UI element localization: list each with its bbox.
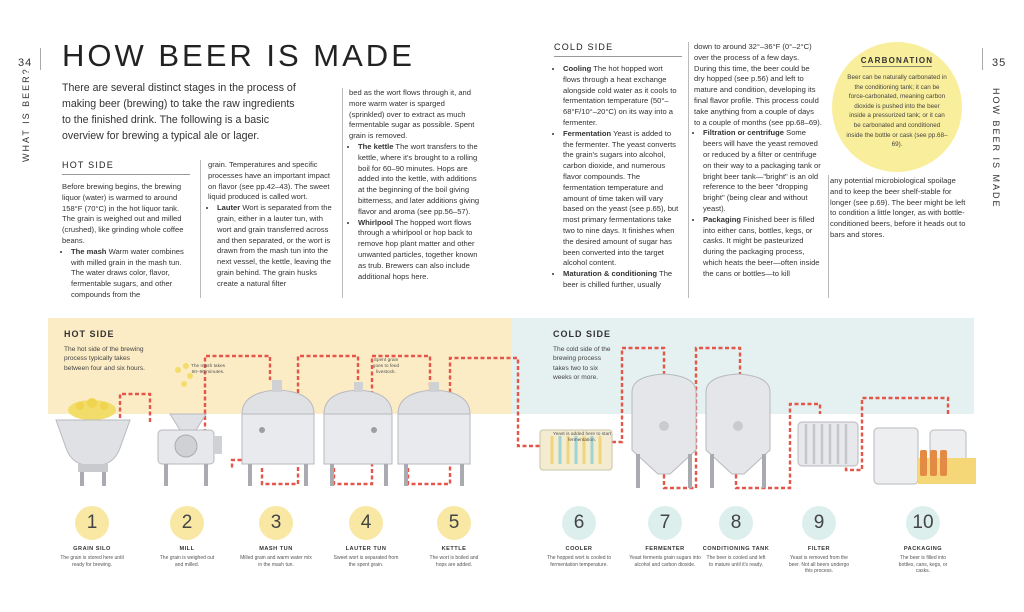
step-desc-3: Milled grain and warm water mix in the mash tun. — [240, 555, 312, 568]
page-number-right: 35 — [992, 57, 1007, 69]
step-name-1: GRAIN SILO — [73, 546, 111, 552]
step-name-6: COOLER — [565, 546, 593, 552]
hot-side-intro: Before brewing begins, the brewing liquor (water) is warmed to around 158°F (70°C) in the hot liquor tank. The grain is weighed out and milled (crushed), like grinding whole coffee beans. — [62, 182, 184, 245]
step-desc-6: The hopped wort is cooled to fermentation temperature. — [546, 555, 612, 568]
whirlpool-text: The hopped wort flows through a whirlpool or hop back to remove hop plant matter and other unwanted particles, together known as trub. Brewers can also include additional hops here. — [358, 217, 478, 281]
step-name-3: MASH TUN — [259, 546, 293, 552]
column-divider — [688, 42, 689, 298]
page-number-left: 34 — [18, 57, 33, 69]
step-name-5: KETTLE — [441, 546, 467, 552]
lauter-text: Wort is separated from the grain, either in a lauter tun, with wort and grain transferred across and then separated, or the wort is drawn from the mash tun into the next vessel, the kettle, leaving the grain behind. The grain husks create a natural filter — [217, 203, 332, 288]
cold-band-title: COLD SIDE — [553, 329, 612, 339]
column-divider — [828, 175, 829, 298]
step-number-10: 10 — [906, 506, 940, 540]
mash-item — [71, 247, 194, 301]
step-name-7: FERMENTER — [645, 546, 685, 552]
intro-paragraph: There are several distinct stages in the process of making beer (brewing) to take the raw ingredients to the finished drink. The following is a basic overview for brewing a typical ale or lager. — [62, 82, 296, 142]
kettle-label: The kettle — [358, 141, 394, 151]
step-number-7: 7 — [648, 506, 682, 540]
packaging-drawing — [874, 428, 976, 484]
whirlpool-label: Whirlpool — [358, 217, 394, 227]
page-number-divider-right — [982, 48, 983, 70]
cold-side-column-5 — [694, 42, 822, 280]
cold-band-text: The cold side of the brewing process takes two to six weeks or more. — [553, 346, 611, 381]
cold-side-rule — [554, 56, 682, 57]
step-number-9: 9 — [802, 506, 836, 540]
filtration-item — [703, 128, 822, 214]
step-number-2: 2 — [170, 506, 204, 540]
step-number-8: 8 — [719, 506, 753, 540]
step-number-3: 3 — [259, 506, 293, 540]
column-divider — [200, 160, 201, 298]
yeast-note: Yeast is added here to start fermentation. — [552, 432, 612, 443]
cooling-label: Cooling — [563, 64, 592, 73]
conditioning-tank-drawing — [706, 374, 770, 488]
column-divider — [342, 88, 343, 298]
mash-text: Warm water combines with milled grain in the mash tun. The water draws color, flavor, fermentable sugars, and other compounds from the — [71, 246, 184, 299]
page-title: HOW BEER IS MADE — [62, 38, 415, 73]
step-number-1: 1 — [75, 506, 109, 540]
step-desc-1: The grain is stored here until ready for brewing. — [60, 555, 124, 568]
mill-drawing — [158, 363, 222, 486]
cold-side-column-6 — [830, 176, 966, 241]
brewing-process-illustration — [0, 318, 1024, 508]
step-name-8: CONDITIONING TANK — [702, 546, 770, 552]
mash-tun-drawing — [242, 380, 314, 486]
packaging-item — [703, 215, 822, 280]
maturation-label: Maturation & conditioning — [563, 269, 658, 279]
step-desc-10: The beer is filled into bottles, cans, kegs, or casks. — [898, 555, 948, 575]
hot-side-column-1 — [62, 182, 194, 301]
step-desc-7: Yeast ferments grain sugars into alcohol and carbon dioxide. — [629, 555, 701, 568]
step-name-4: LAUTER TUN — [345, 546, 387, 552]
hot-side-column-3 — [349, 88, 481, 282]
step-name-9: FILTER — [807, 546, 831, 552]
fermentation-label: Fermentation — [563, 128, 612, 138]
hot-band-text: The hot side of the brewing process typically takes between four and six hours. — [64, 346, 146, 372]
step-desc-5: The wort is boiled and hops are added. — [429, 555, 479, 568]
step-name-10: PACKAGING — [903, 546, 943, 552]
fermentation-text: Yeast is added to the fermenter. The yeast converts the grain's sugars into alcohol, carbon dioxide, and numerous flavor compounds. The fermentation temperature and amount of time taken will vary based on the yeast (see p.65), but most primary fermentations take two to nine days. It finishes when the desired amount of sugar has been converted into the target alcohol content. — [563, 128, 679, 268]
step-desc-4: Sweet wort is separated from the spent grain. — [333, 555, 399, 568]
step-desc-9: Yeast is removed from the beer. Not all beers undergo this process. — [788, 555, 850, 575]
spent-grain-note: Spent grain goes to feed livestock. — [372, 358, 400, 375]
filter-drawing — [798, 422, 858, 466]
kettle-item — [358, 142, 481, 218]
carbonation-rule — [862, 66, 932, 67]
cold-side-heading: COLD SIDE — [554, 42, 614, 52]
step-name-2: MILL — [179, 546, 195, 552]
mash-time-note: The mash takes 60–90 minutes. — [190, 364, 226, 375]
hot-side-rule — [62, 174, 190, 175]
cold-side-column-4 — [554, 64, 682, 291]
step-number-5: 5 — [437, 506, 471, 540]
kettle-text: The wort transfers to the kettle, where it's brought to a rolling boil for 60–90 minutes. Hops are added into the kettle, with additions at the beginning of the boil giving bitterness, and later additions giving flavor and aroma (see pp.56–57). — [358, 141, 480, 216]
maturation-text: The beer is chilled further, usually — [563, 269, 673, 289]
hot-side-heading: HOT SIDE — [62, 160, 114, 170]
col6-text: any potential microbiological spoilage and to keep the beer shelf-stable for longer (see p.69). The beer might be left to condition a little longer, as with bottle-conditioned beers, before it heads out to bars and stores. — [830, 176, 966, 239]
filtration-label: Filtration or centrifuge — [703, 128, 785, 138]
col3-intro: bed as the wort flows through it, and more warm water is sparged (sprinkled) over to extract as much fermentable sugar as possible. Spent grain is removed. — [349, 88, 475, 141]
hot-band-title: HOT SIDE — [64, 329, 115, 339]
step-number-6: 6 — [562, 506, 596, 540]
mash-label: The mash — [71, 246, 107, 256]
filtration-text: Some beers will have the yeast removed or reduced by a filter or centrifuge on their way to a packaging tank or bright beer tank—"bright" is an old reference to the beer "dropping bright" (being clear and without yeast). — [703, 128, 821, 213]
step-number-4: 4 — [349, 506, 383, 540]
packaging-text: Finished beer is filled into either cans, bottles, kegs, or casks. It might be pasteurized during the packaging process, which heats the beer—often inside the cans or bottles—to kill — [703, 214, 820, 278]
carbonation-title: CARBONATION — [860, 56, 934, 65]
fermentation-item — [563, 129, 682, 269]
carbonation-text: Beer can be naturally carbonated in the conditioning tank; it can be force-carbonated, meaning carbon dioxide is pushed into the beer inside a pressurized tank; or it can be carbonated and conditioned inside the bottle or cask (see pp.68–69). — [846, 74, 948, 149]
col5-intro: down to around 32°–36°F (0°–2°C) over the process of a few days. During this time, the beer could be dry hopped (see p.56) and left to mature and condition, developing its final flavor profile. This process could take anything from a couple of days to a couple of months (see pp.68–69). — [694, 42, 822, 127]
packaging-label: Packaging — [703, 214, 741, 224]
page-number-divider-left — [40, 48, 41, 70]
maturation-item — [563, 269, 682, 291]
lauter-label: Lauter — [217, 203, 241, 213]
running-head-right: HOW BEER IS MADE — [991, 88, 1001, 209]
running-head-left: WHAT IS BEER? — [21, 67, 31, 162]
whirlpool-item — [358, 218, 481, 283]
step-desc-8: The beer is cooled and left to mature until it's ready. — [706, 555, 766, 568]
cooling-text: The hot hopped wort flows through a heat exchange alongside cold water as it cools to fermentation temperature (50°–68°F/10°–20°C) on its way into a fermenter. — [563, 64, 677, 127]
cooling-item — [563, 64, 682, 129]
hot-side-column-2 — [208, 160, 336, 290]
step-desc-2: The grain is weighed out and milled. — [159, 555, 215, 568]
fermenter-drawing — [632, 374, 696, 488]
lauter-item — [217, 203, 336, 289]
col2-intro: grain. Temperatures and specific processes have an important impact on flavor (see pp.42–43). The sweet liquid produced is called wort. — [208, 160, 330, 202]
